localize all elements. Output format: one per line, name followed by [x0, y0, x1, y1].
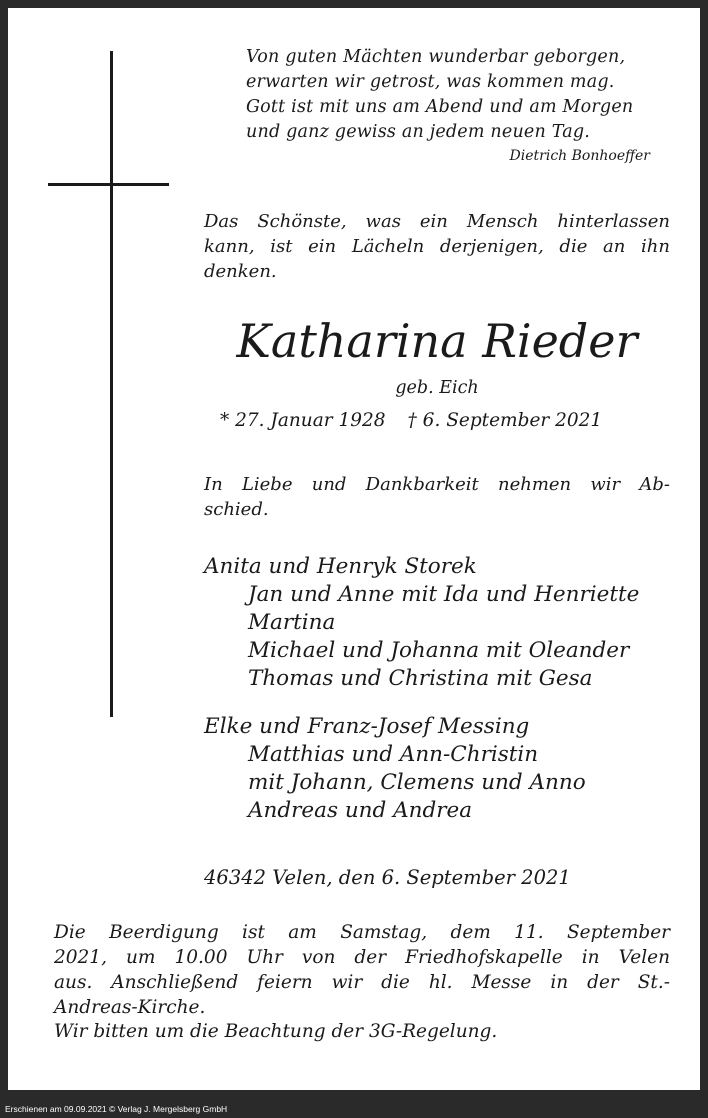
- funeral-line: Die Beerdigung ist am Samstag, dem 11. September: [54, 922, 670, 943]
- quote-line: denken.: [204, 261, 277, 282]
- family-group: [204, 713, 586, 825]
- family-member: Thomas und Christina mit Gesa: [248, 666, 593, 691]
- poem-line: Von guten Mächten wunderbar geborgen,: [246, 47, 626, 67]
- deceased-name: Katharina Rieder: [236, 314, 638, 368]
- poem-line: und ganz gewiss an jedem neuen Tag.: [246, 122, 591, 142]
- family-head: Elke und Franz-Josef Messing: [204, 714, 530, 739]
- family-member: Martina: [248, 610, 336, 635]
- farewell-line: In Liebe und Dankbarkeit nehmen wir Ab-: [204, 474, 670, 495]
- cross-icon: [110, 51, 113, 717]
- poem-line: Gott ist mit uns am Abend und am Morgen: [246, 97, 634, 117]
- maiden-name: geb. Eich: [395, 378, 479, 398]
- birth-date: * 27. Januar 1928: [220, 410, 386, 431]
- funeral-info: [54, 920, 670, 1020]
- publication-footer: Erschienen am 09.09.2021 © Verlag J. Mergelsberg GmbH: [0, 1100, 708, 1118]
- family-head: Anita und Henryk Storek: [204, 554, 477, 579]
- quote-line: kann, ist ein Lächeln derjenigen, die an ihn: [204, 236, 670, 257]
- poem-line: erwarten wir getrost, was kommen mag.: [246, 72, 615, 92]
- farewell-line: schied.: [204, 499, 269, 520]
- cross-icon-bar: [48, 183, 169, 186]
- quote: [204, 209, 670, 284]
- poem-author: Dietrich Bonhoeffer: [509, 148, 650, 164]
- family-member: Jan und Anne mit Ida und Henriette: [248, 582, 640, 607]
- funeral-line: aus. Anschließend feiern wir die hl. Messe in der St.-: [54, 972, 670, 993]
- family-member: Andreas und Andrea: [248, 798, 473, 823]
- funeral-line: Andreas-Kirche.: [54, 997, 206, 1018]
- family-member: mit Johann, Clemens und Anno: [248, 770, 586, 795]
- poem: [246, 45, 633, 145]
- place-date: 46342 Velen, den 6. September 2021: [204, 866, 571, 889]
- family-group: [204, 553, 639, 693]
- farewell-text: [204, 472, 670, 522]
- hygiene-note: Wir bitten um die Beachtung der 3G-Regelung.: [54, 1021, 498, 1042]
- death-date: † 6. September 2021: [407, 410, 603, 431]
- funeral-line: 2021, um 10.00 Uhr von der Friedhofskapelle in Velen: [54, 947, 670, 968]
- quote-line: Das Schönste, was ein Mensch hinterlassen: [204, 211, 670, 232]
- family-member: Michael und Johanna mit Oleander: [248, 638, 630, 663]
- family-member: Matthias und Ann-Christin: [248, 742, 539, 767]
- life-dates: [220, 407, 602, 435]
